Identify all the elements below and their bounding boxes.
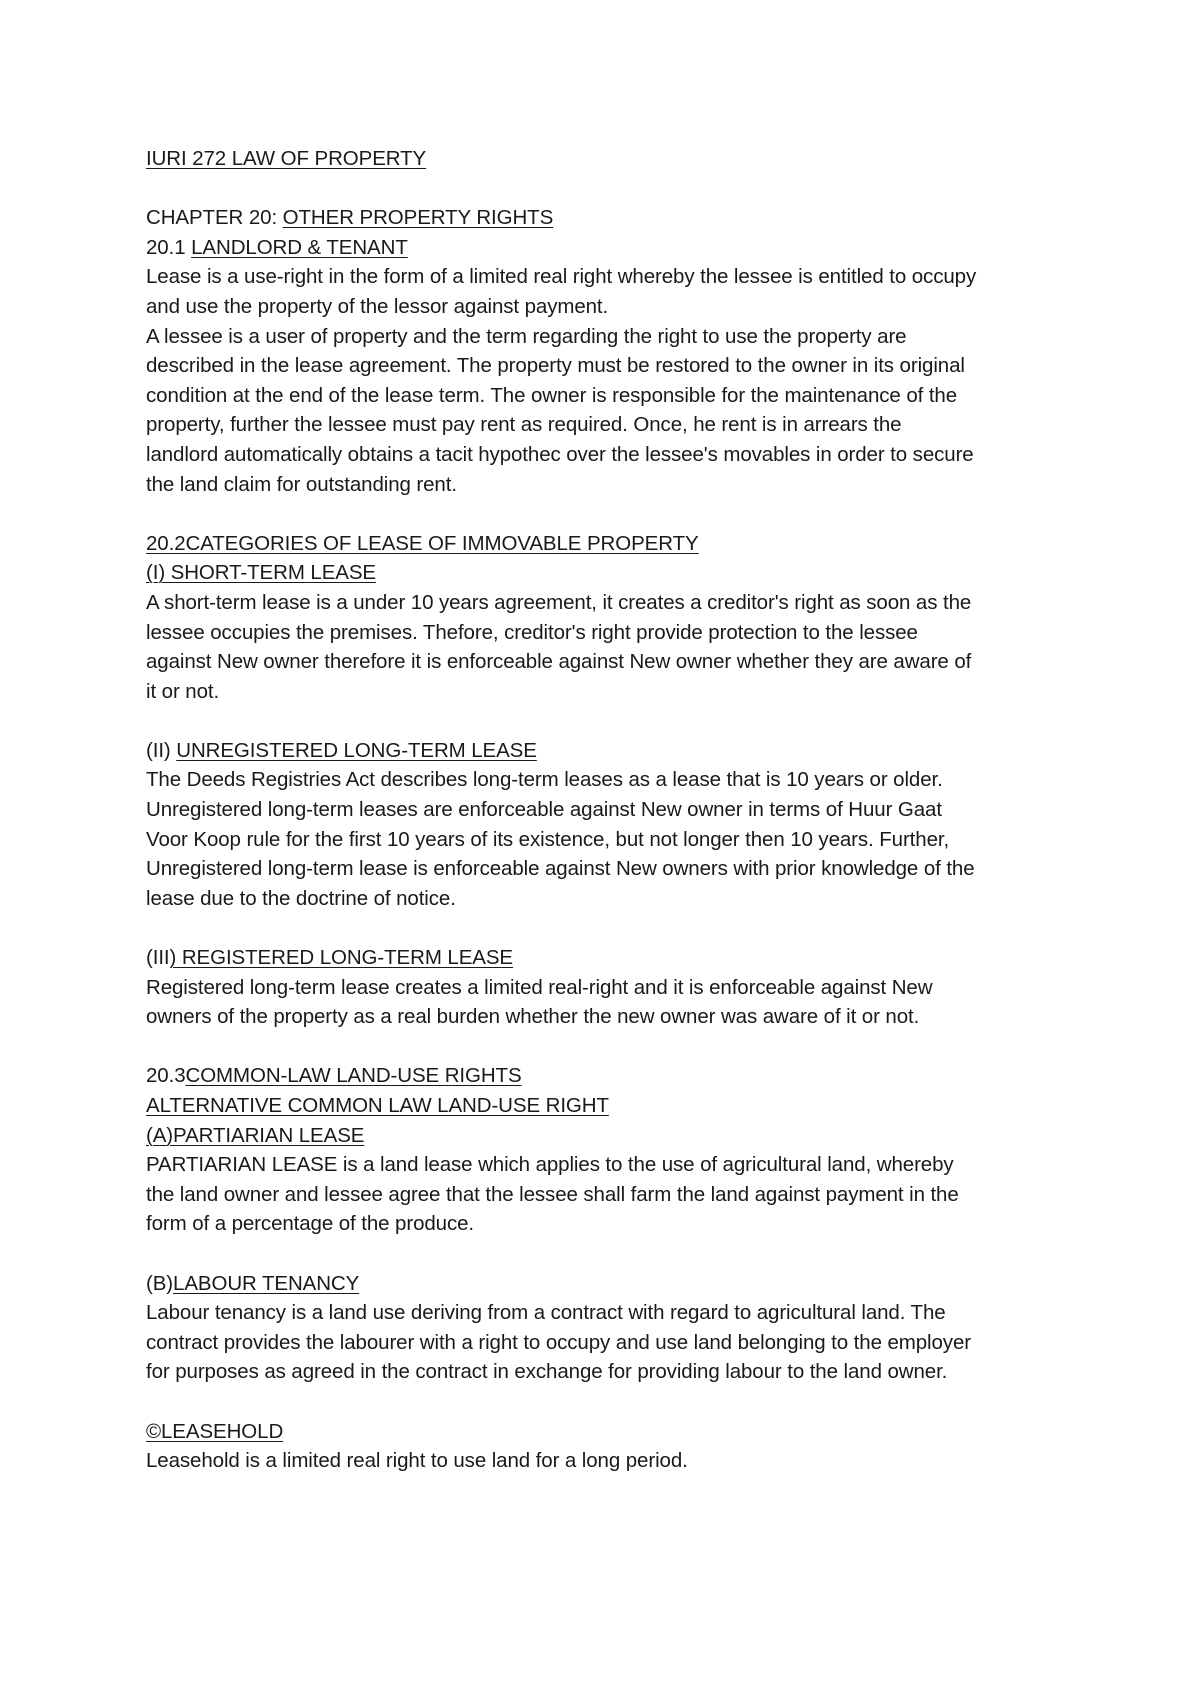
- paragraph-line: for purposes as agreed in the contract in exchange for providing labour to the land owner.: [146, 1360, 948, 1384]
- paragraph-line: described in the lease agreement. The property must be restored to the owner in its original: [146, 354, 965, 378]
- registered-lease-title: ) REGISTERED LONG-TERM LEASE: [169, 946, 513, 970]
- spacer: [146, 1387, 1076, 1417]
- spacer: [146, 1239, 1076, 1269]
- section-20-1-prefix: 20.1: [146, 235, 192, 259]
- paragraph-line: Registered long-term lease creates a limited real-right and it is enforceable against New: [146, 975, 933, 999]
- document-title: IURI 272 LAW OF PROPERTY: [146, 147, 427, 170]
- paragraph-line: the land claim for outstanding rent.: [146, 472, 457, 496]
- paragraph-line: contract provides the labourer with a right to occupy and use land belonging to the employer: [146, 1330, 971, 1354]
- unregistered-lease-title: UNREGISTERED LONG-TERM LEASE: [176, 738, 537, 762]
- paragraph-line: Voor Koop rule for the first 10 years of its existence, but not longer then 10 years. Further,: [146, 827, 950, 851]
- partiarian-lease-heading: (A)PARTIARIAN LEASE: [146, 1123, 365, 1147]
- spacer: [146, 499, 1076, 529]
- section-20-3-prefix: 20.3: [146, 1064, 186, 1088]
- paragraph-line: and use the property of the lessor against payment.: [146, 294, 609, 318]
- paragraph-line: condition at the end of the lease term. The owner is responsible for the maintenance of the: [146, 383, 958, 407]
- section-20-1-heading: [146, 233, 1076, 263]
- leasehold-heading: ©LEASEHOLD: [146, 1419, 284, 1443]
- paragraph-line: landlord automatically obtains a tacit hypothec over the lessee's movables in order to secure: [146, 442, 974, 466]
- spacer: [146, 174, 1076, 204]
- paragraph-line: Leasehold is a limited real right to use land for a long period.: [146, 1449, 688, 1473]
- chapter-title: OTHER PROPERTY RIGHTS: [282, 206, 554, 230]
- alternative-rights-heading: ALTERNATIVE COMMON LAW LAND-USE RIGHT: [146, 1094, 609, 1117]
- short-term-lease-heading: (I) SHORT-TERM LEASE: [146, 561, 376, 585]
- section-20-2-heading: 20.2CATEGORIES OF LEASE OF IMMOVABLE PROPERTY: [146, 531, 699, 555]
- paragraph-line: A short-term lease is a under 10 years agreement, it creates a creditor's right as soon as the: [146, 590, 972, 614]
- unregistered-lease-prefix: (II): [146, 738, 177, 762]
- spacer: [146, 706, 1076, 736]
- labour-tenancy-prefix: (B): [146, 1271, 174, 1295]
- section-20-3-heading: [146, 1061, 1076, 1091]
- chapter-prefix: CHAPTER 20:: [146, 206, 283, 230]
- paragraph-line: owners of the property as a real burden whether the new owner was aware of it or not.: [146, 1005, 920, 1029]
- section-20-3-title: COMMON-LAW LAND-USE RIGHTS: [185, 1064, 522, 1088]
- unregistered-lease-heading: [146, 736, 1076, 766]
- paragraph-line: form of a percentage of the produce.: [146, 1212, 475, 1236]
- spacer: [146, 913, 1076, 943]
- chapter-heading: [146, 203, 1076, 233]
- paragraph-line: A lessee is a user of property and the term regarding the right to use the property are: [146, 324, 907, 348]
- registered-lease-heading: [146, 943, 1076, 973]
- paragraph-line: PARTIARIAN LEASE is a land lease which applies to the use of agricultural land, whereby: [146, 1153, 954, 1177]
- labour-tenancy-title: LABOUR TENANCY: [173, 1271, 360, 1295]
- registered-lease-prefix: (III: [146, 946, 170, 970]
- paragraph-line: the land owner and lessee agree that the lessee shall farm the land against payment in the: [146, 1182, 959, 1206]
- document-page: [146, 144, 1076, 1476]
- paragraph-line: lease due to the doctrine of notice.: [146, 886, 456, 910]
- section-20-1-title: LANDLORD & TENANT: [191, 235, 408, 259]
- paragraph-line: against New owner therefore it is enforceable against New owner whether they are aware of: [146, 650, 972, 674]
- paragraph-line: property, further the lessee must pay rent as required. Once, he rent is in arrears the: [146, 413, 902, 437]
- paragraph-line: lessee occupies the premises. Thefore, creditor's right provide protection to the lessee: [146, 620, 918, 644]
- paragraph-line: it or not.: [146, 679, 220, 703]
- paragraph-line: Unregistered long-term leases are enforceable against New owner in terms of Huur Gaat: [146, 798, 942, 822]
- paragraph-line: Unregistered long-term lease is enforceable against New owners with prior knowledge of the: [146, 857, 975, 881]
- spacer: [146, 1032, 1076, 1062]
- paragraph-line: Lease is a use-right in the form of a limited real right whereby the lessee is entitled to occupy: [146, 265, 977, 289]
- labour-tenancy-heading: [146, 1269, 1076, 1299]
- paragraph-line: Labour tenancy is a land use deriving from a contract with regard to agricultural land. The: [146, 1301, 946, 1325]
- paragraph-line: The Deeds Registries Act describes long-term leases as a lease that is 10 years or older.: [146, 768, 943, 792]
